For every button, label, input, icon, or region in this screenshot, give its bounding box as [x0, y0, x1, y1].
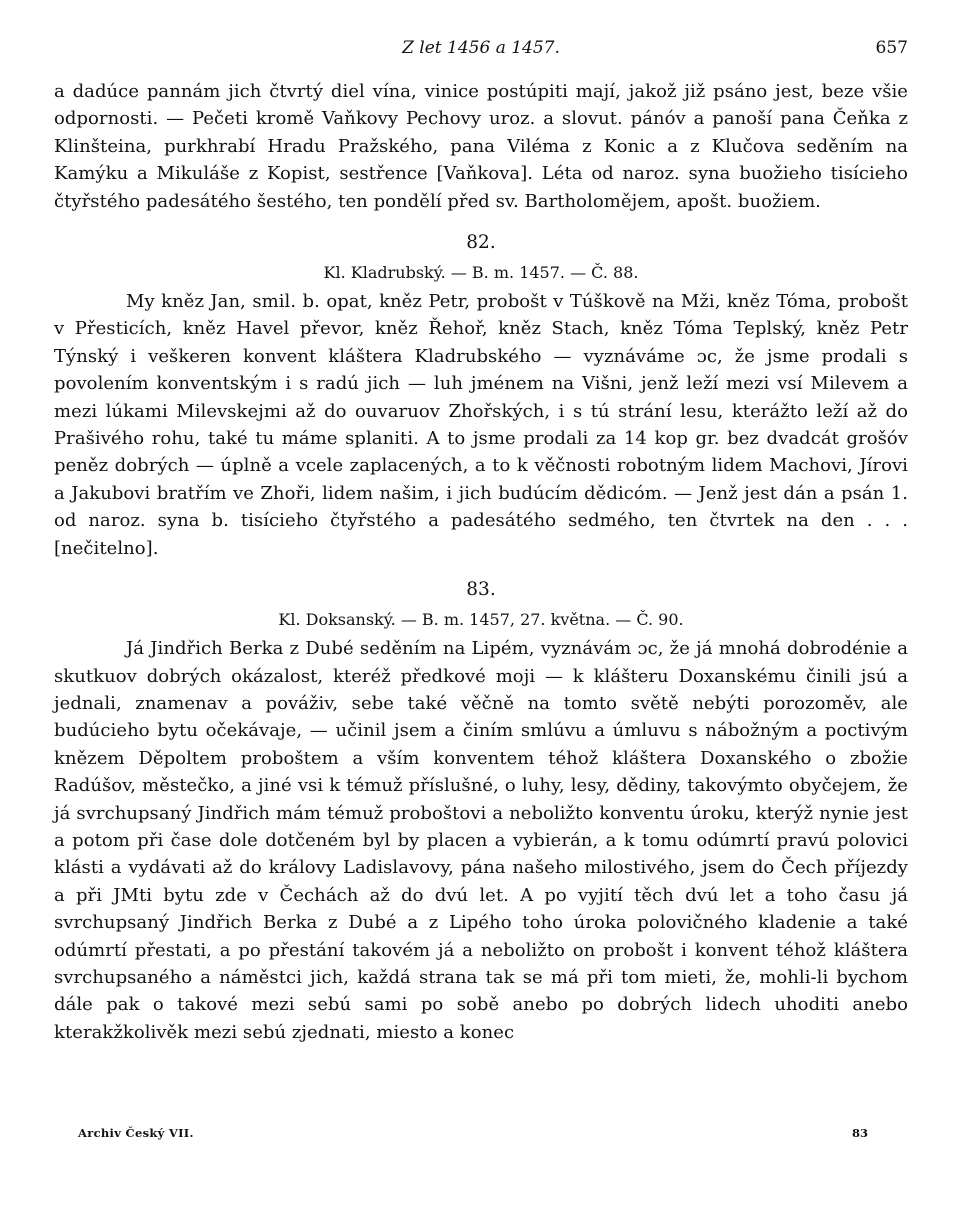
running-head — [54, 38, 908, 78]
document-source-line: Kl. Doksanský. — B. m. 1457, 27. května. — Č. 90. — [278, 610, 684, 630]
running-title: Z let 1456 a 1457. — [402, 38, 560, 58]
document-text: My kněz Jan, smil. b. opat, kněz Petr, probošt v Túškově na Mži, kněz Tóma, probošt v Přesticích, kněz Havel převor, kněz Řehoř, kněz Stach, kněz Tóma Teplský, kněz Petr Týnský i veškeren konvent kláštera Kladrubského — vyznáváme ɔc, že jsme prodali s povolením konventským i s radú jich — luh jménem na Višni, jenž leží mezi vsí Milevem a mezi lúkami Milevskejmi až do ouvaruov Zhořských, i s tú strání lesu, kterážto leží až do Prašivého rohu, také tu máme splaniti. A to jsme prodali za 14 kop gr. bez dvadcát grošóv peněz dobrých — úplně a vcele zaplacených, a to k věčnosti robotným lidem Machovi, Jírovi a Jakubovi bratřím ve Zhoři, lidem našim, i jich budúcím dědicóm. — Jenž jest dán a psán 1. od naroz. syna b. tisícieho čtyřstého a padesátého sedmého, ten čtvrtek na den . . . [nečitelno]. — [54, 291, 908, 559]
document-82 — [54, 228, 908, 562]
signature-number: 83 — [851, 1126, 868, 1140]
document-83 — [54, 575, 908, 1046]
document-number: 83. — [466, 579, 496, 601]
document-number: 82. — [466, 232, 496, 254]
signature-line: Archiv Český VII. — [78, 1126, 194, 1140]
page-number: 657 — [875, 38, 908, 58]
document-text: Já Jindřich Berka z Dubé seděním na Lipém, vyznávám ɔc, že já mnohá dobrodénie a skutkuov dobrých okázalost, kteréž předkové moji — k klášteru Doxanskému činili jsú a jednali, znamenav a pováživ, sebe také věčně na tomto světě nebýti porozoměv, ale budúcieho bytu očekávaje, — učinil jsem a činím smlúvu a úmluvu s nábožným a poctivým knězem Děpoltem proboštem a vším konventem téhož kláštera Doxanského o zbožie Radúšov, městečko, a jiné vsi k témuž příslušné, o luhy, lesy, dědiny, takovýmto obyčejem, že já svrchupsaný Jindřich mám témuž proboštovi a neboližto konventu úroku, kterýž nynie jest a potom při čase dole dotčeném byl by placen a vybierán, a k tomu odúmrtí pravú polovici klásti a vydávati až do královy Ladislavovy, pána našeho milostivého, jsem do Čech příjezdy a při JMti bytu zde v Čechách až do dvú let. A po vyjití těch dvú let a toho času já svrchupsaný Jindřich Berka z Dubé a z Lipého toho úroka polovičného kladenie a také odúmrtí přestati, a po přestání takovém já a neboližto on probošt i konvent téhož kláštera svrchupsaného a náměstci jich, každá strana tak se má při tom mieti, že, mohli-li bychom dále pak o takové mezi sebú sami po sobě anebo po dobrých lidech uhoditi anebo kterakžkolivěk mezi sebú zjednati, miesto a konec — [54, 638, 908, 1043]
document-source-line: Kl. Kladrubský. — B. m. 1457. — Č. 88. — [323, 263, 639, 283]
continuation-paragraph: a dadúce pannám jich čtvrtý diel vína, vinice postúpiti mají, jakož již psáno jest, beze všie odpornosti. — Pečeti kromě Vaňkovy Pechovy uroz. a slovut. pánóv a panoší pana Čeňka z Klinšteina, purkhrabí Hradu Pražského, pana Viléma z Konic a z Klučova seděním na Kamýku a Mikuláše z Kopist, sestřence [Vaňkova]. Léta od naroz. syna buožieho tisícieho čtyřstého padesátého šestého, ten pondělí před sv. Bartholomějem, apošt. buožiem. — [54, 81, 908, 212]
